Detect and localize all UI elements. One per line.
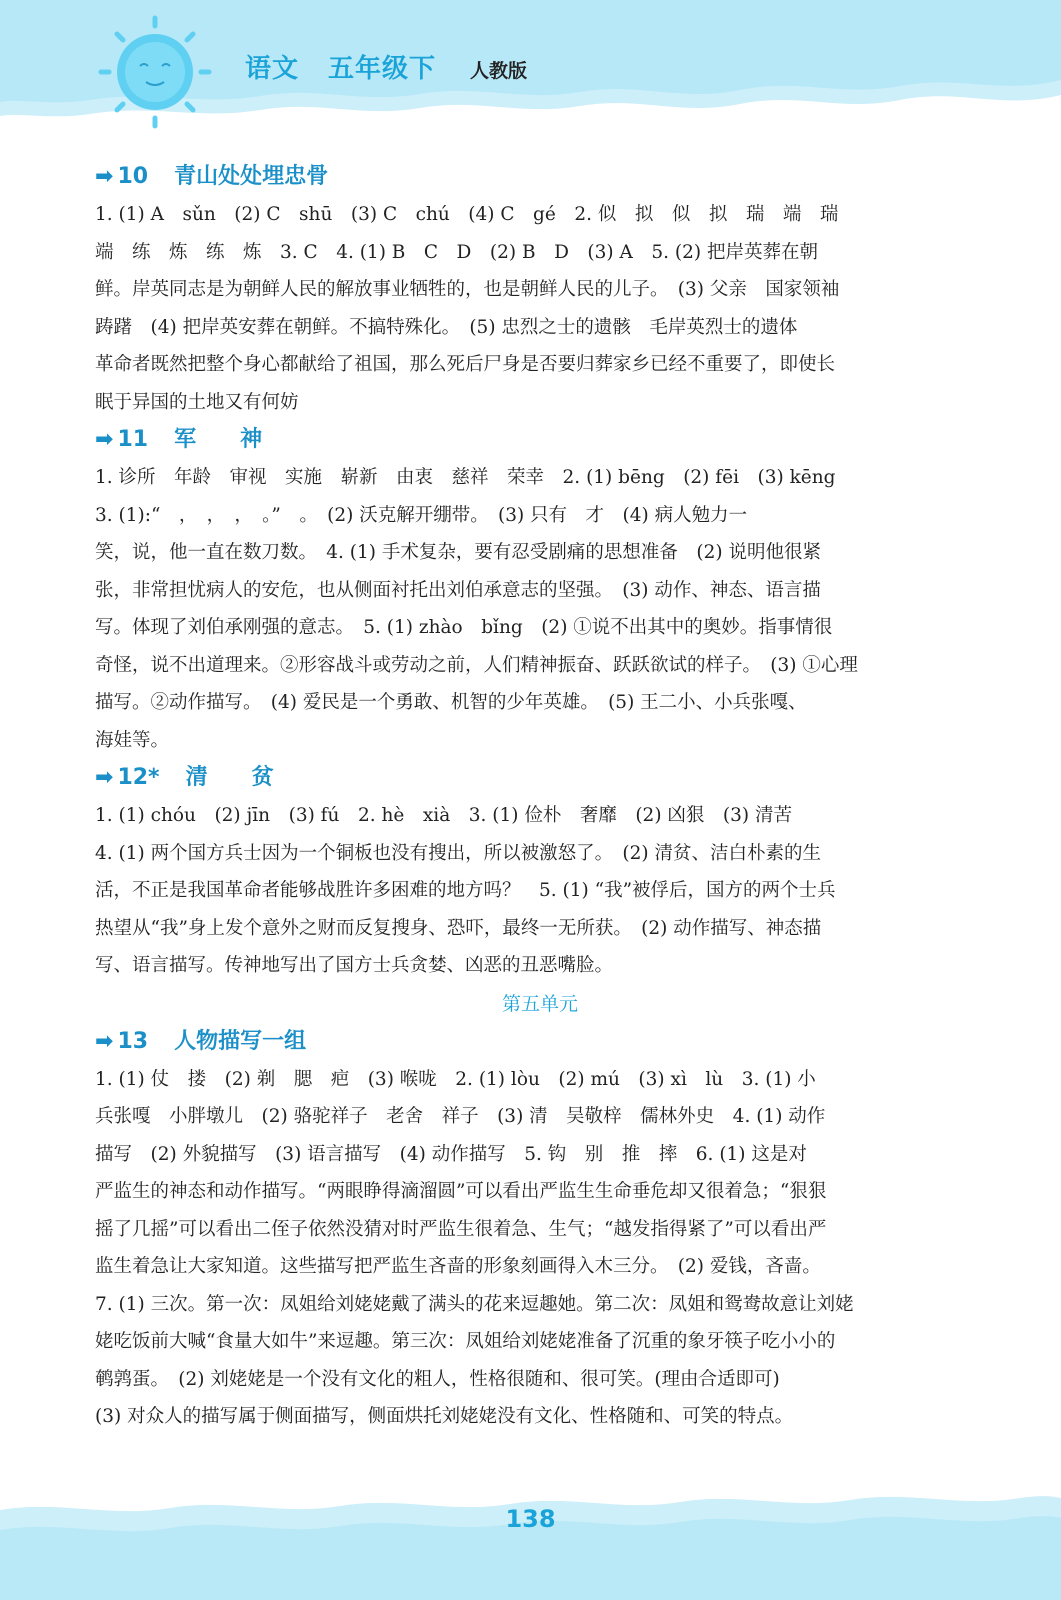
answer-line: 鲜。岸英同志是为朝鲜人民的解放事业牺牲的，也是朝鲜人民的儿子。 (3) 父亲 国家领袖 xyxy=(95,279,840,300)
arrow-icon: ➡ xyxy=(95,427,114,452)
answer-line: 监生着急让大家知道。这些描写把严监生吝啬的形象刻画得入木三分。 (2) 爱钱，吝啬。 xyxy=(95,1256,821,1277)
answer-line: 姥吃饭前大喊“食量大如牛”来逗趣。第三次：凤姐给刘姥姥准备了沉重的象牙筷子吃小小的 xyxy=(95,1331,836,1352)
answer-line: 写。体现了刘伯承刚强的意志。 5. (1) zhào bǐng (2) ①说不出其中的奥妙。指事情很 xyxy=(95,617,833,638)
answer-line: 7. (1) 三次。第一次：凤姐给刘姥姥戴了满头的花来逗趣她。第二次：凤姐和鸳鸯故意让刘姥 xyxy=(95,1293,854,1315)
lesson-title xyxy=(95,158,985,196)
sun-icon xyxy=(101,18,209,126)
answer-line: (3) 对众人的描写属于侧面描写，侧面烘托刘姥姥没有文化、性格随和、可笑的特点。 xyxy=(95,1406,794,1427)
page-header xyxy=(0,0,1061,140)
answer-line: 张，非常担忧病人的安危，也从侧面衬托出刘伯承意志的坚强。 (3) 动作、神态、语言描 xyxy=(95,579,821,601)
answer-line: 兵张嘎 小胖墩儿 (2) 骆驼祥子 老舍 祥子 (3) 清 吴敬梓 儒林外史 4. (1) 动作 xyxy=(95,1106,826,1127)
answer-line: 踌躇 (4) 把岸英安葬在朝鲜。不搞特殊化。 (5) 忠烈之士的遗骸 毛岸英烈士的遗体 xyxy=(95,316,798,338)
lesson-title xyxy=(95,421,985,459)
arrow-icon: ➡ xyxy=(95,164,114,189)
arrow-icon: ➡ xyxy=(95,1028,114,1054)
lesson-name: 青山处处埋忠骨 xyxy=(174,164,329,189)
subject-label: 语文 xyxy=(245,54,300,84)
grade-label: 五年级下 xyxy=(328,54,437,84)
answer-line: 奇怪，说不出道理来。②形容战斗或劳动之前，人们精神振奋、跃跃欲试的样子。 (3) ①心理 xyxy=(95,654,858,676)
answer-line: 1. (1) 仗 搂 (2) 剃 腮 疤 (3) 喉咙 2. (1) lòu (2) mú (3) xì lù 3. (1) 小 xyxy=(95,1068,816,1090)
answer-line: 1. 诊所 年龄 审视 实施 崭新 由衷 慈祥 荣幸 2. (1) bēng (2) fēi (3) kēng xyxy=(95,467,836,488)
lesson-number: 11 xyxy=(117,427,149,452)
answer-line: 鹌鹑蛋。 (2) 刘姥姥是一个没有文化的粗人，性格很随和、很可笑。(理由合适即可) xyxy=(95,1368,780,1390)
lesson-number: 13 xyxy=(117,1028,149,1054)
answer-line: 1. (1) A sǔn (2) C shū (3) C chú (4) C gé 2. 似 拟 似 拟 瑞 端 瑞 xyxy=(95,204,839,225)
answer-line: 3. (1):“ ， ， ， 。” 。 (2) 沃克解开绷带。 (3) 只有 才 (4) 病人勉力一 xyxy=(95,504,748,526)
answer-line: 严监生的神态和动作描写。“两眼睁得滴溜圆”可以看出严监生生命垂危却又很着急；“狠狠 xyxy=(95,1181,827,1202)
answer-line: 4. (1) 两个国方兵士因为一个铜板也没有搜出，所以被激怒了。 (2) 清贫、洁白朴素的生 xyxy=(95,842,821,864)
footer-wave-decoration xyxy=(0,1480,1061,1600)
answer-line: 热望从“我”身上发个意外之财而反复搜身、恐吓，最终一无所获。 (2) 动作描写、神态描 xyxy=(95,917,822,939)
lesson-number: 10 xyxy=(117,164,149,189)
lesson-title xyxy=(95,759,985,797)
unit-heading: 第五单元 xyxy=(501,992,578,1015)
lesson-name: 军 神 xyxy=(174,427,263,452)
page-number: 138 xyxy=(505,1505,556,1533)
page-footer xyxy=(0,1480,1061,1600)
header-wave-decoration xyxy=(0,0,1061,140)
answer-line: 描写 (2) 外貌描写 (3) 语言描写 (4) 动作描写 5. 钩 别 推 摔 6. (1) 这是对 xyxy=(95,1143,807,1165)
answer-line: 活，不正是我国革命者能够战胜许多困难的地方吗？ 5. (1) “我”被俘后，国方的两个士兵 xyxy=(95,880,836,901)
lesson-name: 人物描写一组 xyxy=(174,1028,307,1054)
answer-line: 端 练 炼 练 炼 3. C 4. (1) B C D (2) B D (3) A 5. (2) 把岸英葬在朝 xyxy=(95,241,818,263)
answer-line: 摇了几摇”可以看出二侄子依然没猜对时严监生很着急、生气；“越发指得紧了”可以看出严 xyxy=(95,1218,827,1240)
answer-line: 革命者既然把整个身心都献给了祖国，那么死后尸身是否要归葬家乡已经不重要了，即使长 xyxy=(95,354,836,375)
answer-content xyxy=(95,158,985,1436)
lesson-title xyxy=(95,1023,985,1061)
edition-label: 人教版 xyxy=(470,60,528,82)
answer-line: 写、语言描写。传神地写出了国方士兵贪婪、凶恶的丑恶嘴脸。 xyxy=(95,955,614,976)
answer-line: 笑，说，他一直在数刀数。 4. (1) 手术复杂，要有忍受剧痛的思想准备 (2) 说明他很紧 xyxy=(95,542,821,563)
lesson-number: 12* xyxy=(117,765,160,790)
answer-line: 海娃等。 xyxy=(95,729,170,751)
lesson-name: 清 贫 xyxy=(185,765,274,790)
answer-line: 描写。②动作描写。 (4) 爱民是一个勇敢、机智的少年英雄。 (5) 王二小、小兵张嘎、 xyxy=(95,692,807,713)
arrow-icon: ➡ xyxy=(95,765,114,790)
answer-line: 1. (1) chóu (2) jīn (3) fú 2. hè xià 3. (1) 俭朴 奢靡 (2) 凶狠 (3) 清苦 xyxy=(95,805,793,826)
answer-line: 眠于异国的土地又有何妨 xyxy=(95,391,299,413)
